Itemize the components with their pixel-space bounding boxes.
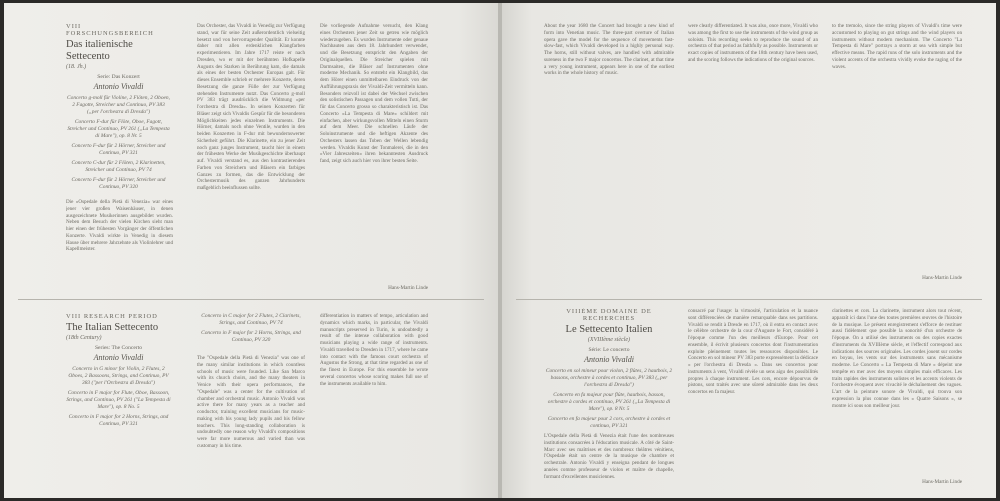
intro-paragraph: Die »Ospedale della Pietà di Venezia« war eines jener vier großen Waisenhäuser, in denen ausgezeichnete Musikerinnen ausgebildet wurden. Neben dem Besuch der vielen Kirchen sieht man hier einen der frühesten Vorgänger der öffentlichen Konzerte. Vivaldi wirkte in Venedig in diesem Hause über mehrere Jahrzehnte als Violinlehrer und Kapellmeister. <box>66 199 173 253</box>
work-item: Concerto en fa majeur pour 2 cors, orchestre à cordes et continuo, PV 321 <box>547 416 671 428</box>
series-heading: VIII FORSCHUNGSBEREICH <box>66 23 154 37</box>
french-intro-text <box>544 433 674 489</box>
work-item: Concerto en sol mineur pour violon, 2 flûtes, 2 hautbois, 2 bassons, orchestre à cordes et continuo, PV 383 („per l'orchestra di Dresda") <box>545 368 673 389</box>
section-divider <box>18 299 484 300</box>
body-paragraph: differentiation in matters of tempo, articulation and dynamics which marks, in particular, the Vivaldi manuscripts preserved in Turin, is undoubtedly a result of the intense collaboration with good musicians playing a wide range of instruments. Vivaldi travelled to Dresden in 1717, where he came into contact with the famous court orchestra of Augustus the Strong, at that time regarded as one of the finest in Europe. For this ensemble he wrote several concertos whose scoring makes full use of the instruments available to him. <box>320 313 428 387</box>
series-label: Serie: Das Konzert <box>97 74 140 81</box>
work-item: Concerto in F major for Flute, Oboe, Bassoon, Strings, and Continuo, PV 261 ("La Tempesta di Mare"), op. 8 No. 5 <box>66 390 171 411</box>
intro-paragraph: L'Ospedale della Pietà di Venezia était l'une des nombreuses institutions consacrées à l'éducation musicale. A côté de Saint-Marc avec ses maîtrises et des nombreux théâtres vénitiens, l'Ospedale était un centre de la musique de chambre et orchestrale. Antonio Vivaldi y enseigna pendant de longues années comme professeur de violon et maître de chapelle, formant d'excellentes musiciennes. <box>544 433 674 480</box>
work-item: Concerto in F major for 2 Horns, Strings, and Continuo, PV 320 <box>201 330 301 343</box>
french-heading-block <box>544 308 674 428</box>
english-works-continued <box>197 313 305 353</box>
english-column-3 <box>320 313 428 488</box>
work-item: Concerto in G minor for Violin, 2 Flutes, 2 Oboes, 2 Bassoons, Strings, and Continuo, PV 383 ("per l'Orchestra di Dresda") <box>68 366 169 387</box>
work-item: Concerto C-dur für 2 Flöten, 2 Klarinetten, Streicher und Continuo, PV 74 <box>71 160 166 174</box>
era-subtitle: (18th Century) <box>66 335 102 342</box>
era-subtitle: (18. Jh.) <box>66 64 87 71</box>
work-item: Concerto F-dur für 2 Hörner, Streicher und Continuo, PV 320 <box>71 177 166 191</box>
works-list <box>66 95 171 191</box>
english-column-2 <box>197 355 305 488</box>
left-page <box>4 3 498 498</box>
body-paragraph: to the tremolo, since the string players of Vivaldi's time were accustomed to playing on gut strings and the wind players on instruments without modern mechanism. The Concerto "La Tempesta di Mare" portrays a storm at sea with simple but effective means. The rapid runs of the solo instruments and the violent accents of the orchestra vividly evoke the raging of the waves. <box>832 23 962 70</box>
body-paragraph: About the year 1680 the Concert had brought a new kind of form into Venetian music. The three-part overture of Italian opera gave the model for the sequence of movements fast-slow-fast, which Vivaldi developed in a highly personal way. The horns, still without valves, are handled with admirable sureness in the two F major concertos. The clarinet, at that time a very young instrument, appears here in one of the earliest works in the whole history of music. <box>544 23 674 77</box>
french-column-2 <box>688 308 818 489</box>
body-paragraph: clarinettes et cors. La clarinette, instrument alors tout récent, apparaît ici dans l'une des toutes premières œuvres de l'histoire de la musique. Le présent enregistrement s'efforce de restituer aussi fidèlement que possible la sonorité d'un orchestre de l'époque. On a utilisé des instruments ou des copies exactes d'instruments du XVIIIème siècle, et l'effectif correspond aux indications des sources originales. Les cordes jouent sur cordes en boyau, les vents sur des instruments sans mécanisme moderne. Le Concerto « La Tempesta di Mare » dépeint une tempête en mer avec des moyens simples mais efficaces. Les traits rapides des instruments solistes et les accents violents de l'orchestre évoquent avec vivacité le déchaînement des vagues. L'art de la peinture sonore de Vivaldi, qui trouva son expression la plus connue dans les « Quatre Saisons », se montre ici sous son meilleur jour. <box>832 308 962 409</box>
work-item: Concerto en fa majeur pour flûte, hautbois, basson, orchestre à cordes et continuo, PV 261 („La Tempesta di Mare"), op. 8 Nr. 5 <box>547 392 671 413</box>
works-list <box>544 368 674 428</box>
german-column-2 <box>197 23 305 295</box>
album-gatefold-spread <box>4 3 996 498</box>
body-paragraph: Die vorliegende Aufnahme versucht, den Klang eines Orchesters jener Zeit so getreu wie möglich wiederzugeben. Es wurden Instrumente oder genaue Nachbauten aus dem 18. Jahrhundert verwendet, und die Besetzung entspricht den Angaben der Originalquellen. Die Streicher spielen mit Darmsaiten, die Bläser auf Instrumenten ohne moderne Mechanik. So entsteht ein Klangbild, das dem Hörer einen unmittelbaren Eindruck von der Aufführungspraxis der Vivaldi-Zeit vermitteln kann. Besonders reizvoll ist dabei der Wechsel zwischen den solistischen Passagen und dem vollen Tutti, der für das Concerto grosso so charakteristisch ist. Das Concerto »La Tempesta di Mare« schildert mit einfachen, aber wirkungsvollen Mitteln einen Sturm auf dem Meer. Die schnellen Läufe der Soloinstrumente und die heftigen Akzente des Orchesters lassen das Toben der Wellen lebendig werden. Vivaldis Kunst der Tonmalerei, die in den »Vier Jahreszeiten« ihren bekanntesten Ausdruck fand, zeigt sich auch hier von ihrer besten Seite. <box>320 23 428 164</box>
body-paragraph: consacré par l'usage: la virtuosité, l'articulation et la nuance sont différenciées de manière remarquable dans ses partitions. Vivaldi se rendit à Dresde en 1717, où il entra en contact avec le célèbre orchestre de la cour d'Auguste le Fort, considéré à l'époque comme l'un des meilleurs d'Europe. Pour cet ensemble, il écrivit plusieurs concertos dont l'instrumentation exploite pleinement toutes les ressources disponibles. Le Concerto en sol mineur PV 383 porte expressément la dédicace « per l'orchestra di Dresda ». Dans ses concertos pour instruments à vent, Vivaldi révèle un sens aigu des possibilités propres à chaque instrument. Les cors, encore dépourvus de pistons, sont traités avec une sûreté admirable dans les deux concertos en fa majeur. <box>688 308 818 395</box>
german-intro-text <box>66 199 173 295</box>
work-item: Concerto F-dur für 2 Hörner, Streicher und Continuo, PV 321 <box>71 143 166 157</box>
composer-name: Antonio Vivaldi <box>93 82 144 92</box>
english-heading-block <box>66 313 171 488</box>
series-heading: VIII RESEARCH PERIOD <box>66 313 158 320</box>
composer-name: Antonio Vivaldi <box>93 353 144 363</box>
body-paragraph: were clearly differentiated. It was also, once more, Vivaldi who was among the first to use the instruments of the wind group as soloists. This recording seeks to reproduce the sound of an orchestra of that period as faithfully as possible. Instruments or exact copies of instruments of the 18th century have been used, and the scoring follows the indications of the original sources. <box>688 23 818 63</box>
section-divider <box>516 299 982 300</box>
work-item: Concerto F-dur für Flöte, Oboe, Fagott, Streicher und Continuo, PV 261 („La Tempesta di Mare"), op. 8 Nr. 5 <box>67 119 170 140</box>
body-paragraph: The "Ospedale della Pietà di Venezia" was one of the many similar institutions in which countless schools of music were founded. Like San Marco with its church choirs, and the many theaters in Venice with their opera performances, the "Ospedale" was a center for the cultivation of chamber and orchestral music. Antonio Vivaldi was active there for many years as a teacher and conductor, training excellent musicians for music-making with his young lady pupils and his fellow teachers. This long-standing collaboration is undoubtedly one reason why Vivaldi's compositions were far more numerous and varied than was customary in his time. <box>197 355 305 449</box>
works-list <box>66 366 171 428</box>
body-paragraph: Das Orchester, das Vivaldi in Venedig zur Verfügung stand, war für seine Zeit außerordentlich vielseitig besetzt und von hervorragender Qualität. Er konnte daher mit allen erdenklichen Klangfarben experimentieren. Im Jahre 1717 reiste er nach Dresden, wo er mit der berühmten Hofkapelle Augusts des Starken in Berührung kam, die damals als eines der besten Orchester Europas galt. Für dieses Ensemble schrieb er mehrere Konzerte, deren Besetzung die ganze Fülle der zur Verfügung stehenden Instrumente nutzt. Das Concerto g-moll PV 383 trägt ausdrücklich die Widmung »per l'orchestra di Dresda«. In seinen Konzerten für Bläser zeigt sich Vivaldis Gespür für die besonderen Möglichkeiten jedes einzelnen Instruments. Die Hörner, damals noch ohne Ventile, wurden in den beiden Konzerten in F-dur mit bewundernswerter Sicherheit geführt. Die Klarinette, ein zu jener Zeit noch ganz junges Instrument, taucht hier in einem der frühesten Werke der Musikgeschichte überhaupt auf. Vivaldi verstand es, aus den kontrastierenden Farben von Streichern und Bläsern ein farbiges Ganzes zu formen, das die Entwicklung der Orchestermusik des ganzen Jahrhunderts maßgeblich beeinflussen sollte. <box>197 23 305 191</box>
series-label: Série: Le concerto <box>588 347 630 354</box>
english-continued-column-1 <box>544 23 674 285</box>
english-continued-column-3 <box>832 23 962 273</box>
french-signature: Hans-Martin Linde <box>922 479 962 485</box>
composer-name: Antonio Vivaldi <box>584 355 634 365</box>
album-title: The Italian Settecento <box>66 322 159 333</box>
work-item: Concerto in C major for 2 Flutes, 2 Clarinets, Strings, and Continuo, PV 74 <box>201 313 301 326</box>
right-page <box>502 3 996 498</box>
french-column-3 <box>832 308 962 478</box>
work-item: Concerto in F major for 2 Horns, Strings, and Continuo, PV 321 <box>68 414 169 428</box>
series-heading: VIIIÈME DOMAINE DE RECHERCHES <box>566 308 652 322</box>
german-column-3 <box>320 23 428 285</box>
german-signature: Hans-Martin Linde <box>388 285 428 291</box>
english-signature: Hans-Martin Linde <box>922 275 962 281</box>
german-heading-block <box>66 23 171 193</box>
album-title: Das italienische Settecento <box>66 39 133 63</box>
era-subtitle: (XVIIIème siècle) <box>587 337 631 344</box>
album-title: Le Settecento Italien <box>565 324 653 335</box>
series-label: Series: The Concerto <box>94 345 143 352</box>
work-item: Concerto g-moll für Violine, 2 Flöten, 2 Oboen, 2 Fagotte, Streicher und Continuo, PV 383 („per l'orchestra di Dresda") <box>67 95 170 116</box>
english-continued-column-2 <box>688 23 818 285</box>
